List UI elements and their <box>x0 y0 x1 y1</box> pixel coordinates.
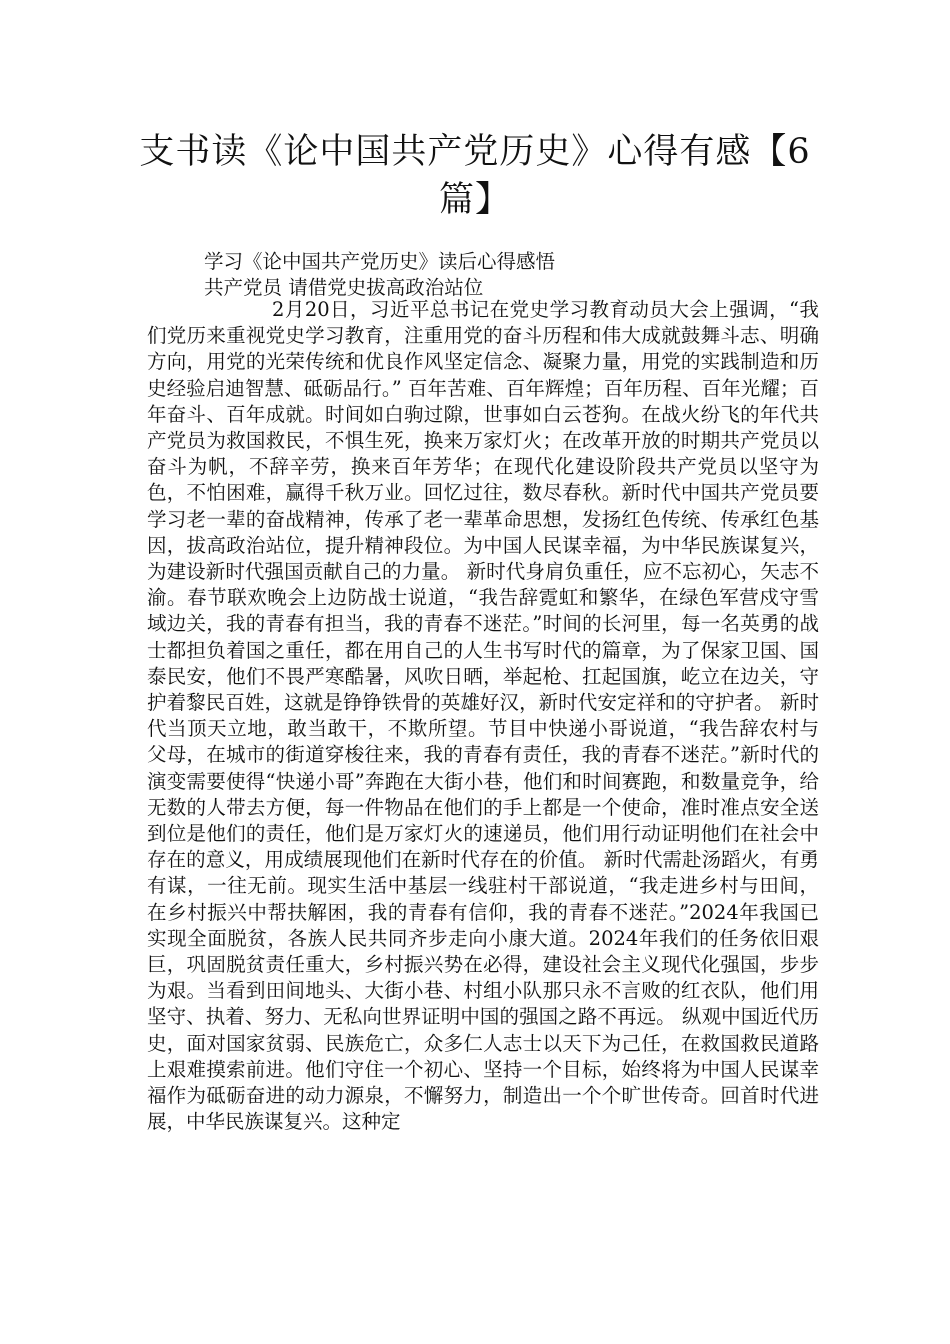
document-title: 支书读《论中国共产党历史》心得有感【6篇】 <box>139 132 811 220</box>
subheading-1: 学习《论中国共产党历史》读后心得感悟 <box>204 250 556 273</box>
subheading-2: 共产党员 请借党史拔高政治站位 <box>204 276 484 299</box>
body-paragraph: 2月20日，习近平总书记在党史学习教育动员大会上强调，“我们党历来重视党史学习教育，注重用党的奋斗历程和伟大成就鼓舞斗志、明确方向，用党的光荣传统和优良作风坚定信念、凝聚力量，用党的实践制造和历史经验启迪智慧、砥砺品行。” 百年苦难、百年辉煌；百年历程、百年光耀；百年奋斗、百年成就。时间如白驹过隙，世事如白云苍狗。在战火纷飞的年代共产党员为救国救民，不惧生死，换来万家灯火；在改革开放的时期共产党员以奋斗为帆，不辞辛劳，换来百年芳华；在现代化建设阶段共产党员以坚守为色，不怕困难，赢得千秋万业。回忆过往，数尽春秋。新时代中国共产党员要学习老一辈的奋战精神，传承了老一辈革命思想，发扬红色传统、传承红色基因，拔高政治站位，提升精神段位。为中国人民谋幸福，为中华民族谋复兴，为建设新时代强国贡献自己的力量。 新时代身肩负重任，应不忘初心，矢志不渝。春节联欢晚会上边防战士说道，“我告辞霓虹和繁华，在绿色军营戍守雪域边关，我的青春有担当，我的青春不迷茫。”时间的长河里，每一名英勇的战士都担负着国之重任，都在用自己的人生书写时代的篇章，为了保家卫国、国泰民安，他们不畏严寒酷暑，风吹日晒，举起枪、扛起国旗，屹立在边关，守护着黎民百姓，这就是铮铮铁骨的英雄好汉，新时代安定祥和的守护者。 新时代当顶天立地，敢当敢干，不欺所望。节目中快递小哥说道，“我告辞农村与父母，在城市的街道穿梭往来，我的青春有责任，我的青春不迷茫。”新时代的演变需要使得“快递小哥”奔跑在大街小巷，他们和时间赛跑，和数量竞争，给无数的人带去方便，每一件物品在他们的手上都是一个使命，准时准点安全送到位是他们的责任，他们是万家灯火的速递员，他们用行动证明他们在社会中存在的意义，用成绩展现他们在新时代存在的价值。 新时代需赴汤蹈火，有勇有谋，一往无前。现实生活中基层一线驻村干部说道，“我走进乡村与田间，在乡村振兴中帮扶解困，我的青春有信仰，我的青春不迷茫。”2024年我国已实现全面脱贫，各族人民共同齐步走向小康大道。2024年我们的任务依旧艰巨，巩固脱贫责任重大，乡村振兴势在必得，建设社会主义现代化强国，步步为艰。当看到田间地头、大街小巷、村组小队那只永不言败的红衣队，他们用坚守、执着、努力、无私向世界证明中国的强国之路不再远。 纵观中国近代历史，面对国家贫弱、民族危亡，众多仁人志士以天下为己任，在救国救民道路上艰难摸索前进。他们守住一个初心、坚持一个目标，始终将为中国人民谋幸福作为砥砺奋进的动力源泉，不懈努力，制造出一个个旷世传奇。回首时代进展，中华民族谋复兴。这种定 <box>147 298 819 1134</box>
